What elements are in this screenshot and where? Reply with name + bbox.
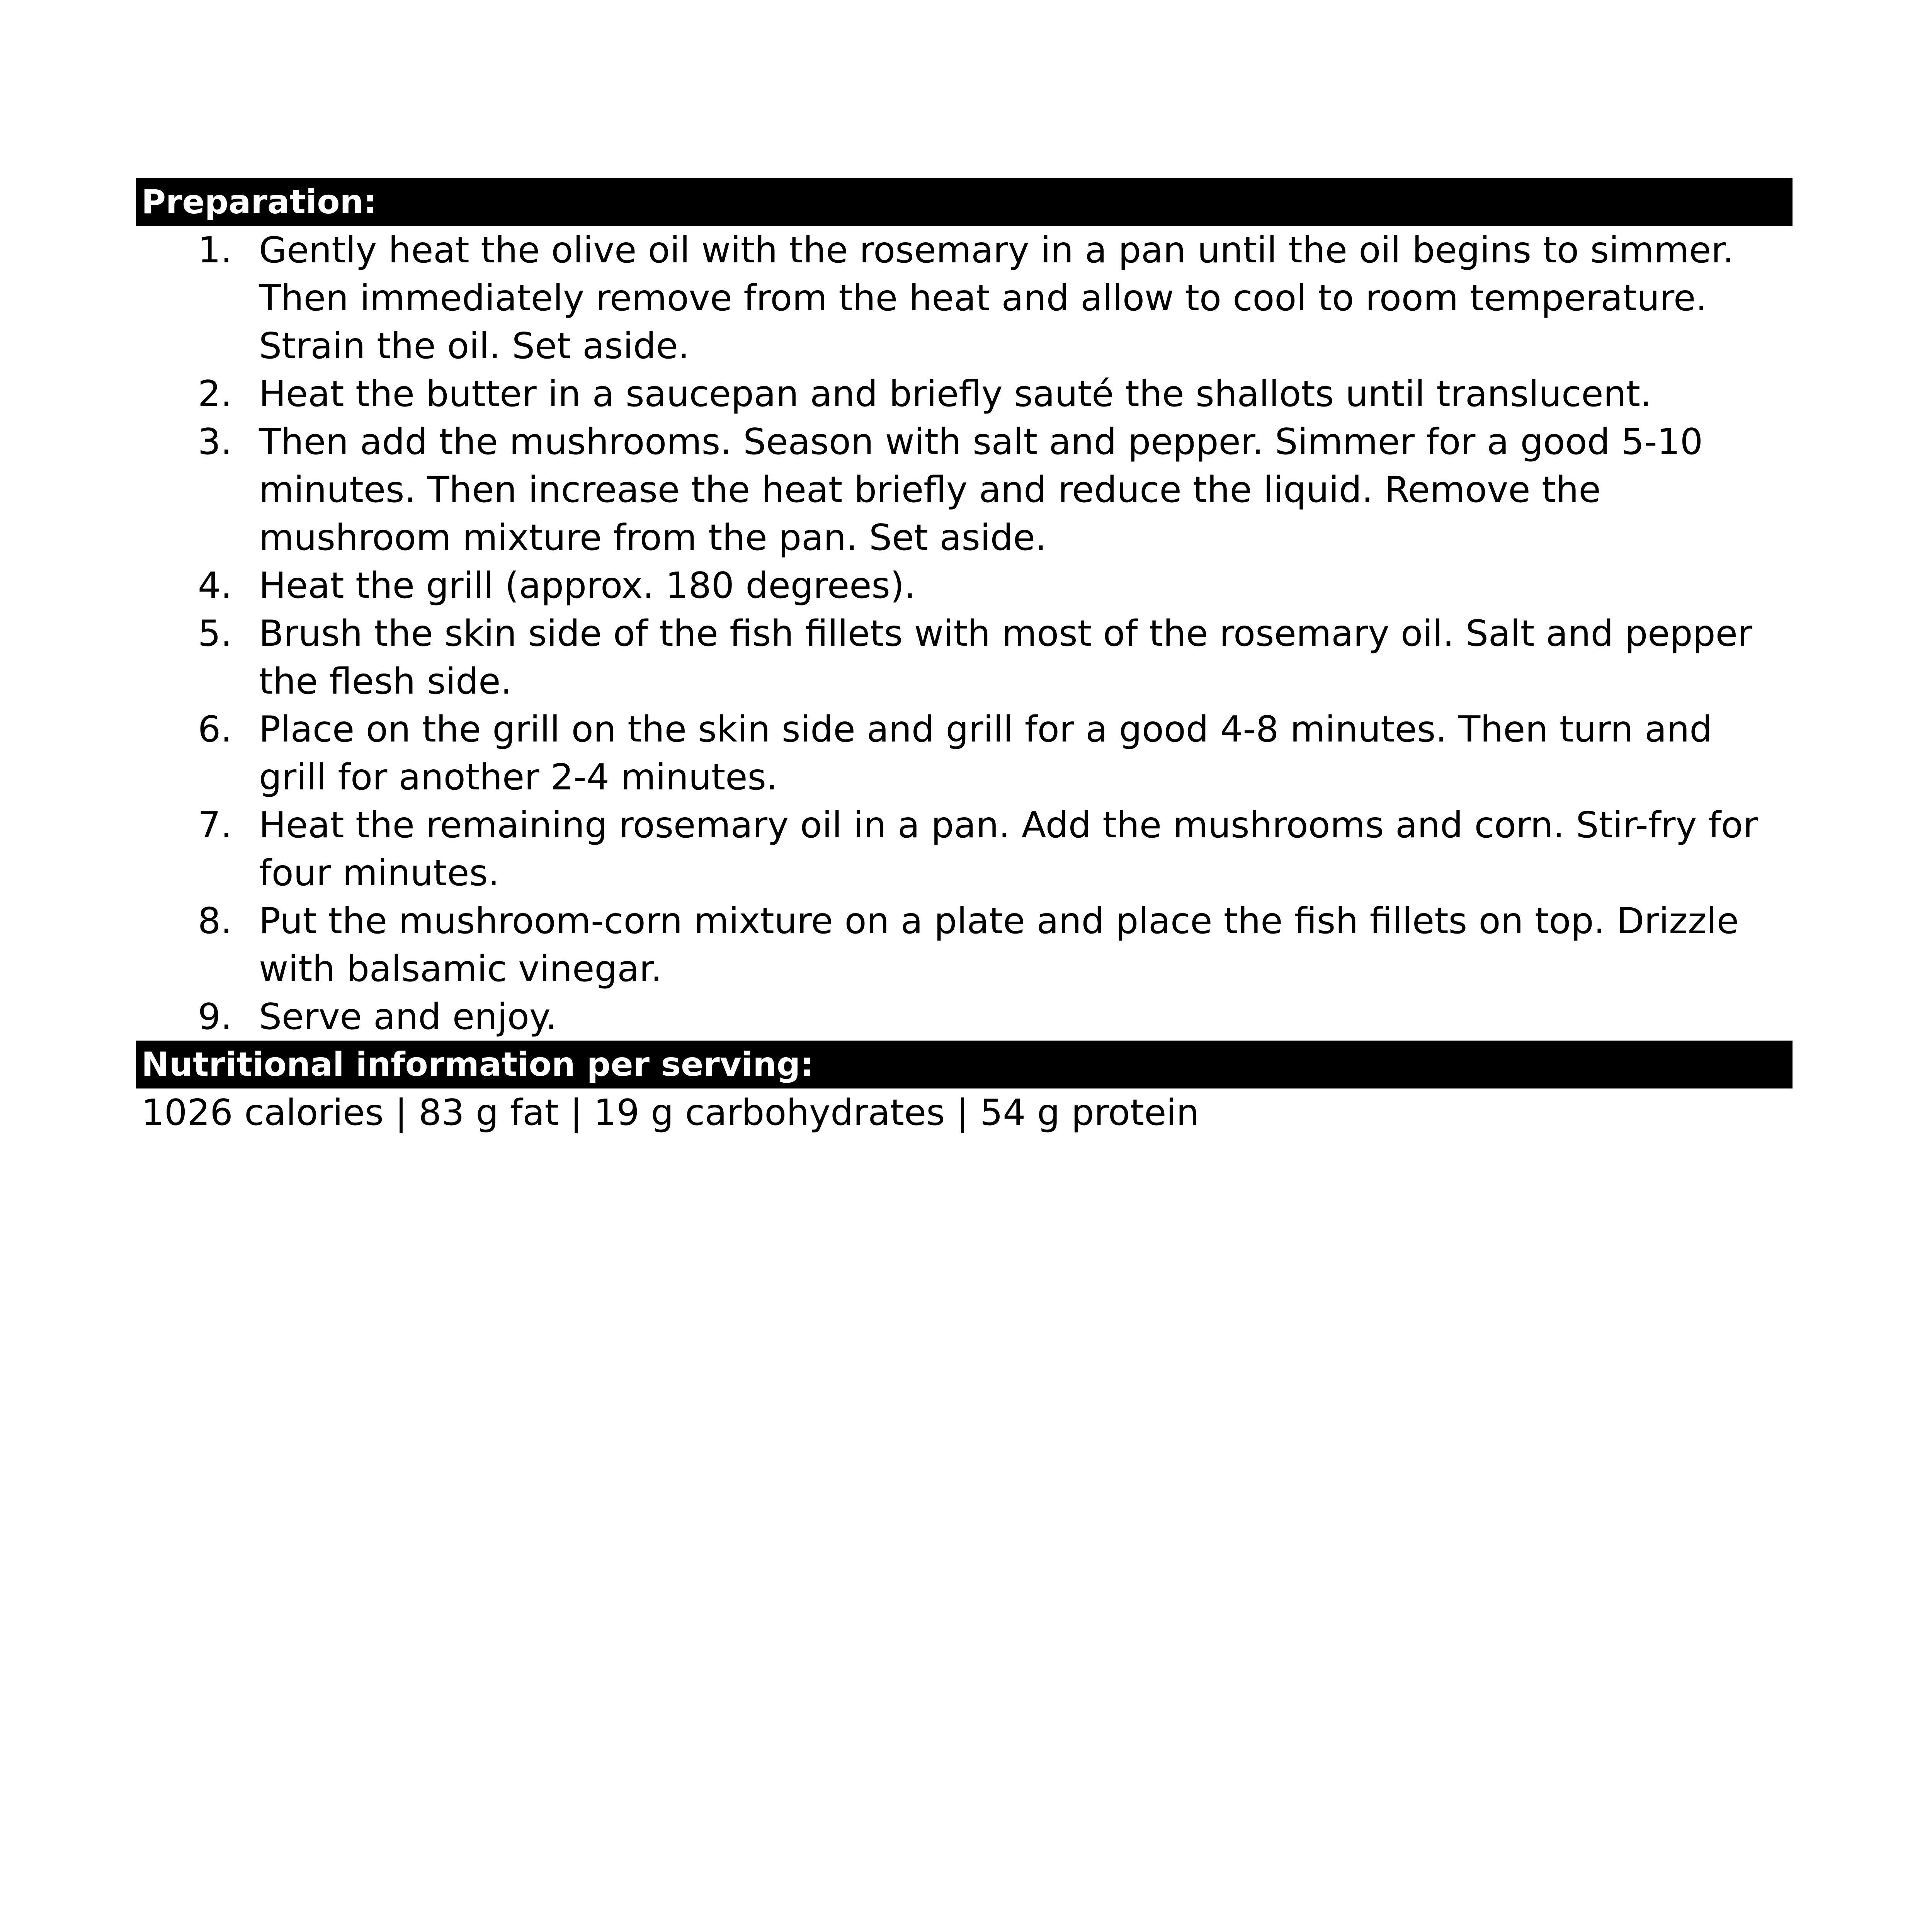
step-number: 5. xyxy=(198,612,232,654)
step-text: Heat the grill (approx. 180 degrees). xyxy=(259,565,916,606)
preparation-steps xyxy=(136,226,1793,1041)
step-number: 4. xyxy=(198,565,232,606)
step-text: Put the mushroom-corn mixture on a plate and place the fish fillets on top. Drizzle with balsamic vinegar. xyxy=(259,900,1739,990)
step-text: Heat the butter in a saucepan and briefly sauté the shallots until translucent. xyxy=(259,373,1652,415)
step-text: Serve and enjoy. xyxy=(259,996,557,1037)
step-text: Then add the mushrooms. Season with salt and pepper. Simmer for a good 5-10 minutes. Then increase the heat briefly and reduce the liquid. Remove the mushroom mixture from the pan. Set aside. xyxy=(259,421,1703,558)
nutrition-values: 1026 calories | 83 g fat | 19 g carbohydrates | 54 g protein xyxy=(141,1092,1199,1133)
step-text: Place on the grill on the skin side and grill for a good 4-8 minutes. Then turn and grill for another 2-4 minutes. xyxy=(259,708,1713,798)
preparation-step-3 xyxy=(136,418,1793,561)
preparation-step-4 xyxy=(136,561,1793,609)
preparation-step-2 xyxy=(136,370,1793,418)
step-number: 1. xyxy=(198,229,232,271)
preparation-step-1 xyxy=(136,226,1793,370)
preparation-step-9 xyxy=(136,993,1793,1041)
step-number: 6. xyxy=(198,708,232,750)
preparation-step-8 xyxy=(136,897,1793,993)
nutrition-header: Nutritional information per serving: xyxy=(136,1041,1793,1088)
preparation-step-5 xyxy=(136,609,1793,705)
step-number: 8. xyxy=(198,900,232,942)
step-number: 7. xyxy=(198,804,232,846)
step-number: 2. xyxy=(198,373,232,415)
recipe-content xyxy=(136,178,1793,1136)
preparation-header: Preparation: xyxy=(136,178,1793,226)
step-text: Brush the skin side of the fish fillets with most of the rosemary oil. Salt and pepper the flesh side. xyxy=(259,612,1753,702)
preparation-step-7 xyxy=(136,801,1793,897)
step-number: 9. xyxy=(198,996,232,1037)
step-text: Gently heat the olive oil with the rosemary in a pan until the oil begins to simmer. Then immediately remove from the heat and allow to cool to room temperature. Strain the oil. Set aside. xyxy=(259,229,1734,367)
preparation-step-6 xyxy=(136,705,1793,801)
step-text: Heat the remaining rosemary oil in a pan. Add the mushrooms and corn. Stir-fry for four minutes. xyxy=(259,804,1758,894)
step-number: 3. xyxy=(198,421,232,463)
